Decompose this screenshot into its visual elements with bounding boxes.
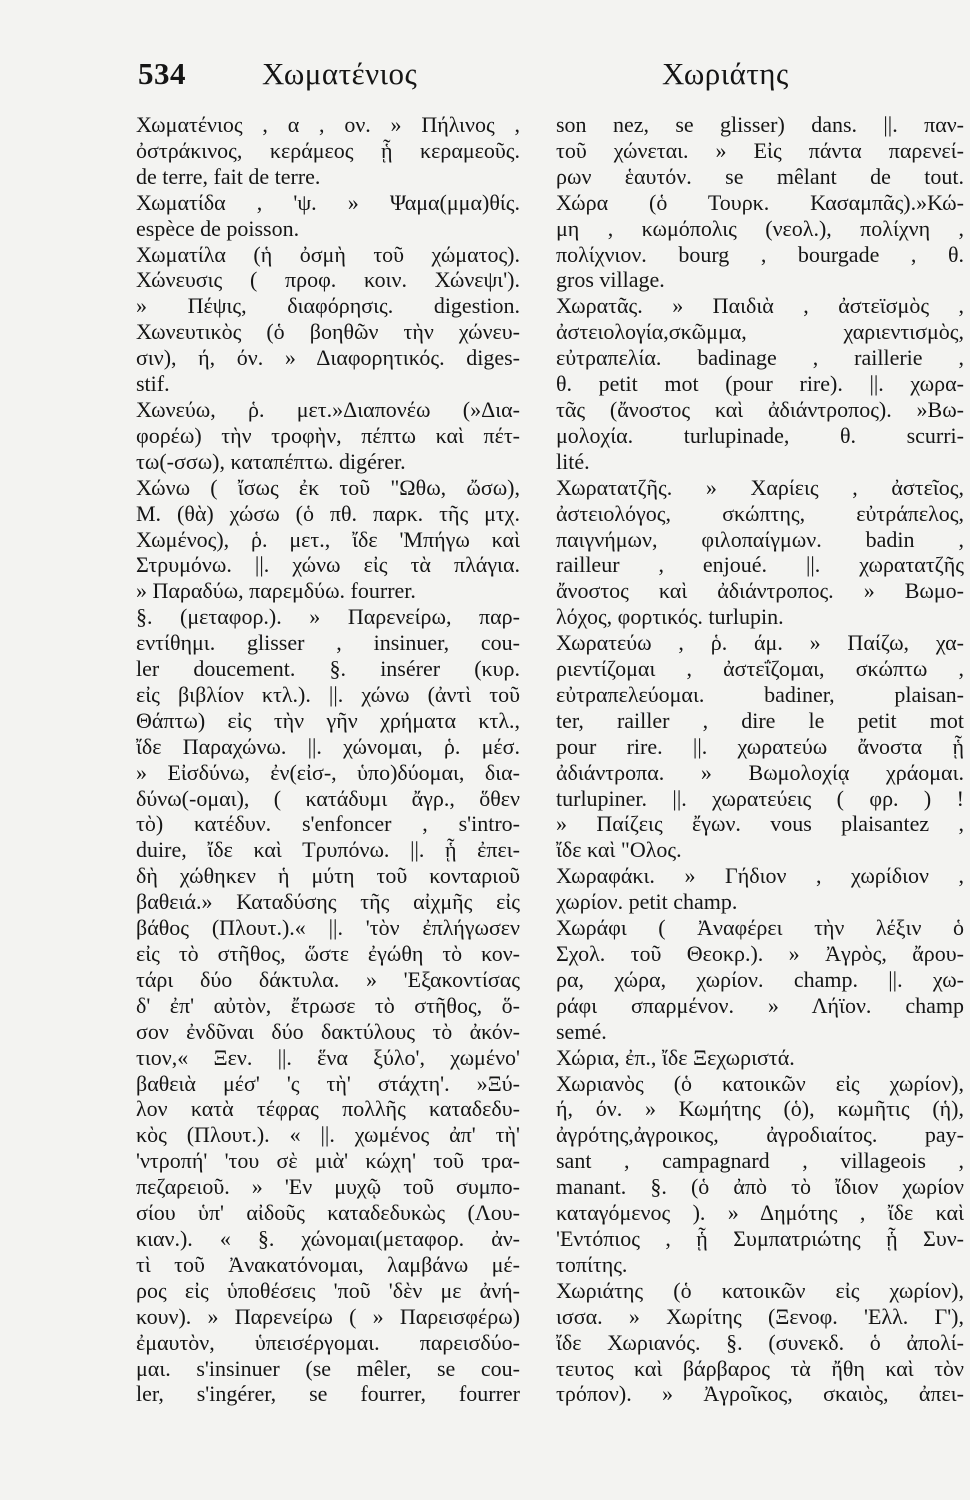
text-line: ἀστειολόγος, σκώπτης, εὐτράπελος, (556, 500, 964, 526)
text-line: θ. petit mot (pour rire). ||. χωρα- (556, 371, 964, 397)
text-line: Θάπτω) εἰς τὴν γῆν χρήματα κτλ., (136, 707, 520, 733)
text-line: ισσα. » Χωρίτης (Ξενοφ. 'Ελλ. Γ'), (556, 1303, 964, 1329)
text-line: δ' ἐπ' αὐτὸν, ἔτρωσε τὸ στῆθος, ὅ- (136, 992, 520, 1018)
text-line: εντίθημι. glisser , insinuer, cou- (136, 630, 520, 656)
text-line: Στρυμόνω. ||. χώνω εἰς τὰ πλάγια. (136, 552, 520, 578)
text-line: 'ντροπή' 'του σὲ μιὰ' κώχη' τοῦ τρα- (136, 1148, 520, 1174)
text-line: ρα, χώρα, χωρίον. champ. ||. χω- (556, 966, 964, 992)
text-line: δὴ χώθηκεν ἡ μύτη τοῦ κονταριοῦ (136, 863, 520, 889)
text-line: Χωματένιος , α , ον. » Πήλινος , (136, 112, 520, 137)
text-line: κιαν.). « §. χώνομαι(μεταφορ. ἀν- (136, 1225, 520, 1251)
text-line: τὶ τοῦ Ἀνακατόνομαι, λαμβάνω μέ- (136, 1251, 520, 1277)
text-line: ράφι σπαρμένον. » Λήϊον. champ (556, 992, 964, 1018)
text-line: ler doucement. §. insérer (κυρ. (136, 656, 520, 682)
text-line: τιον,« Ξεν. ||. ἕνα ξύλο', χωμένο' (136, 1044, 520, 1070)
text-line: » Παίζεις ἔγων. vous plaisantez , (556, 811, 964, 837)
text-line: ἀστειολογία,σκῶμμα, χαριεντισμὸς, (556, 319, 964, 345)
text-line: Χωνεύω, ῥ. μετ.»Διαπονέω (»Δια- (136, 396, 520, 422)
text-line: ἴδε Παραχώνω. ||. χώνομαι, ῥ. μέσ. (136, 733, 520, 759)
text-line: Σχολ. τοῦ Θεοκρ.). » Ἀγρὸς, ἄρου- (556, 941, 964, 966)
text-line: Χωραφάκι. » Γήδιον , χωρίδιον , (556, 863, 964, 889)
text-line: gros village. (556, 267, 665, 293)
text-line: ἄνοστος καὶ ἀδιάντροπος. » Βωμο- (556, 578, 964, 604)
text-line: ἴδε καὶ "Ολος. (556, 837, 682, 863)
text-line: τοῦ χώνεται. » Εἰς πάντα παρενεί- (556, 137, 964, 163)
text-line: τρόπον). » Ἀγροῖκος, σκαιὸς, ἀπει- (556, 1381, 964, 1407)
text-line: railleur , enjoué. ||. χωρατατζῆς (556, 552, 964, 578)
text-line: son nez, se glisser) dans. ||. παν- (556, 112, 964, 137)
text-line: πολίχνιον. bourg , bourgade , θ. (556, 241, 964, 267)
text-line: λον κατὰ τέφρας πολλῆς καταδεδυ- (136, 1096, 520, 1122)
text-line: 'Εντόπιος , ᾗ Συμπατριώτης ᾗ Συν- (556, 1225, 964, 1251)
text-line: εἰς τὸ στῆθος, ὥστε ἐγώθη τὸ κον- (136, 941, 520, 966)
text-line: ἐμαυτὸν, ὑπεισέργομαι. παρεισδύο- (136, 1329, 520, 1355)
running-head-left: Χωματένιος (262, 56, 418, 91)
text-line: Χώρα (ὁ Τουρκ. Κασαμπᾶς).»Κώ- (556, 189, 964, 215)
text-line: Χωμένος), ῥ. μετ., ἴδε 'Μπήγω καὶ (136, 526, 520, 552)
text-line: Χωρατᾶς. » Παιδιὰ , ἀστεϊσμὸς , (556, 293, 964, 319)
text-line: μολοχία. turlupinade, θ. scurri- (556, 422, 964, 448)
text-line: Χωνευτικὸς (ὁ βοηθῶν τὴν χώνευ- (136, 319, 520, 345)
text-line: τάρι δύο δάκτυλα. » 'Εξακοντίσας (136, 966, 520, 992)
text-line: duire, ἴδε καὶ Τρυπόνω. ||. ᾗ ἐπει- (136, 837, 520, 863)
text-line: ἴδε Χωριανός. §. (συνεκδ. ὁ ἀπολί- (556, 1329, 964, 1355)
text-line: τὸ) κατέδυν. s'enfoncer , s'intro- (136, 811, 520, 837)
text-line: σον ἐνδῦναι δύο δακτύλους τὸ ἀκόν- (136, 1018, 520, 1044)
text-line: δύνω(-ομαι), ( κατάδυμι ἄγρ., ὅθεν (136, 785, 520, 811)
text-line: τοπίτης. (556, 1251, 628, 1277)
text-line: turlupiner. ||. χωρατεύεις ( φρ. ) ! (556, 785, 964, 811)
text-line: φορέω) τὴν τροφὴν, πέπτω καὶ πέτ- (136, 422, 520, 448)
text-line: de terre, fait de terre. (136, 163, 321, 189)
text-line: τᾶς (ἄνοστος καὶ ἀδιάντροπος). »Βω- (556, 396, 964, 422)
text-line: τω(-σσω), καταπέπτω. digérer. (136, 448, 406, 474)
text-line: καταγόμενος ). » Δημότης , ἴδε καὶ (556, 1200, 964, 1226)
text-line: » Εἰσδύνω, ἐν(εἰσ-, ὑπο)δύομαι, δια- (136, 759, 520, 785)
right-column (556, 112, 964, 1407)
text-line: manant. §. (ὁ ἀπὸ τὸ ἴδιον χωρίον (556, 1174, 964, 1200)
text-line: βαθειά.» Καταδύσης τῆς αἰχμῆς εἰς (136, 889, 520, 915)
text-line: Χωράφι ( Ἀναφέρει τὴν λέξιν ὁ (556, 915, 964, 941)
running-head-right: Χωριάτης (662, 56, 789, 91)
text-line: ρων ἑαυτόν. se mêlant de tout. (556, 163, 964, 189)
text-line: εὐτραπελεύομαι. badiner, plaisan- (556, 681, 964, 707)
text-line: σίου ὑπ' αἰδοῦς καταδεδυκὼς (Λου- (136, 1200, 520, 1226)
text-line: sant , campagnard , villageois , (556, 1148, 964, 1174)
text-line: βαθειὰ μέσ' 'ς τὴ' στάχτη'. »Ξύ- (136, 1070, 520, 1096)
text-line: ριεντίζομαι , ἀστεΐζομαι, σκώπτω , (556, 656, 964, 682)
text-line: κουν). » Παρενείρω ( » Παρεισφέρω) (136, 1303, 520, 1329)
text-line: » Παραδύω, παρεμδύω. fourrer. (136, 578, 416, 604)
text-line: εὐτραπελία. badinage , raillerie , (556, 345, 964, 371)
text-line: ρος εἰς ὑποθέσεις 'ποῦ 'δὲν με ἀνή- (136, 1277, 520, 1303)
text-line: βάθος (Πλουτ.).« ||. 'τὸν ἐπλήγωσεν (136, 915, 520, 941)
text-line: ὀστράκινος, κεράμεος ᾗ κεραμεοῦς. (136, 137, 520, 163)
text-line: εἰς βιβλίον κτλ.). ||. χώνω (ἀντὶ τοῦ (136, 681, 520, 707)
text-line: πεζαρειοῦ. » 'Εν μυχῷ τοῦ συμπο- (136, 1174, 520, 1200)
text-line: Χωρατατζῆς. » Χαρίεις , ἀστεῖος, (556, 474, 964, 500)
text-line: semé. (556, 1018, 607, 1044)
text-line: ἀδιάντροπα. » Βωμολοχίᾳ χράομαι. (556, 759, 964, 785)
text-line: μη , κωμόπολις (νεολ.), πολίχνη , (556, 215, 964, 241)
text-line: ή, όν. » Κωμήτης (ὁ), κωμῆτις (ἡ), (556, 1096, 964, 1122)
text-line: Χωρατεύω , ῥ. άμ. » Παίζω, χα- (556, 630, 964, 656)
text-line: lité. (556, 448, 590, 474)
text-line: μαι. s'insinuer (se mêler, se cou- (136, 1355, 520, 1381)
text-line: χωρίον. petit champ. (556, 889, 738, 915)
text-line: Χωριάτης (ὁ κατοικῶν εἰς χωρίον), (556, 1277, 964, 1303)
text-line: ἀγρότης,ἀγροικος, ἀγροδιαίτος. pay- (556, 1122, 964, 1148)
text-line: Χωματίλα (ἡ ὀσμὴ τοῦ χώματος). (136, 241, 520, 267)
text-line: ter, railler , dire le petit mot (556, 707, 964, 733)
text-line: Χωματίδα , 'ψ. » Ψαμα(μμα)θίς. (136, 189, 520, 215)
text-line: » Πέψις, διαφόρησις. digestion. (136, 293, 520, 319)
text-line: Χώνευσις ( προφ. κοιν. Χώνεψι'). (136, 267, 520, 293)
text-line: pour rire. ||. χωρατεύω ἄνοστα ᾗ (556, 733, 964, 759)
text-line: stif. (136, 371, 170, 397)
text-line: Χωριανὸς (ὁ κατοικῶν εἰς χωρίον), (556, 1070, 964, 1096)
text-line: espèce de poisson. (136, 215, 300, 241)
text-line: κὸς (Πλουτ.). « ||. χωμένος ἀπ' τὴ' (136, 1122, 520, 1148)
text-line: παιγνήμων, φιλοπαίγμων. badin , (556, 526, 964, 552)
left-column (136, 112, 520, 1407)
text-line: σιν), ή, όν. » Διαφορητικός. diges- (136, 345, 520, 371)
text-line: Μ. (θὰ) χώσω (ὁ πθ. παρκ. τῆς μτχ. (136, 500, 520, 526)
text-line: Χώνω ( ἴσως ἐκ τοῦ "Ωθω, ὤσω), (136, 474, 520, 500)
page-number: 534 (138, 56, 186, 91)
text-line: §. (μεταφορ.). » Παρενείρω, παρ- (136, 604, 520, 630)
text-line: ler, s'ingérer, se fourrer, fourrer (136, 1381, 520, 1407)
text-line: Χώρια, ἐπ., ἴδε Ξεχωριστά. (556, 1044, 795, 1070)
text-line: λόχος, φορτικός. turlupin. (556, 604, 784, 630)
text-line: τευτος καὶ βάρβαρος τὰ ἤθη καὶ τὸν (556, 1355, 964, 1381)
